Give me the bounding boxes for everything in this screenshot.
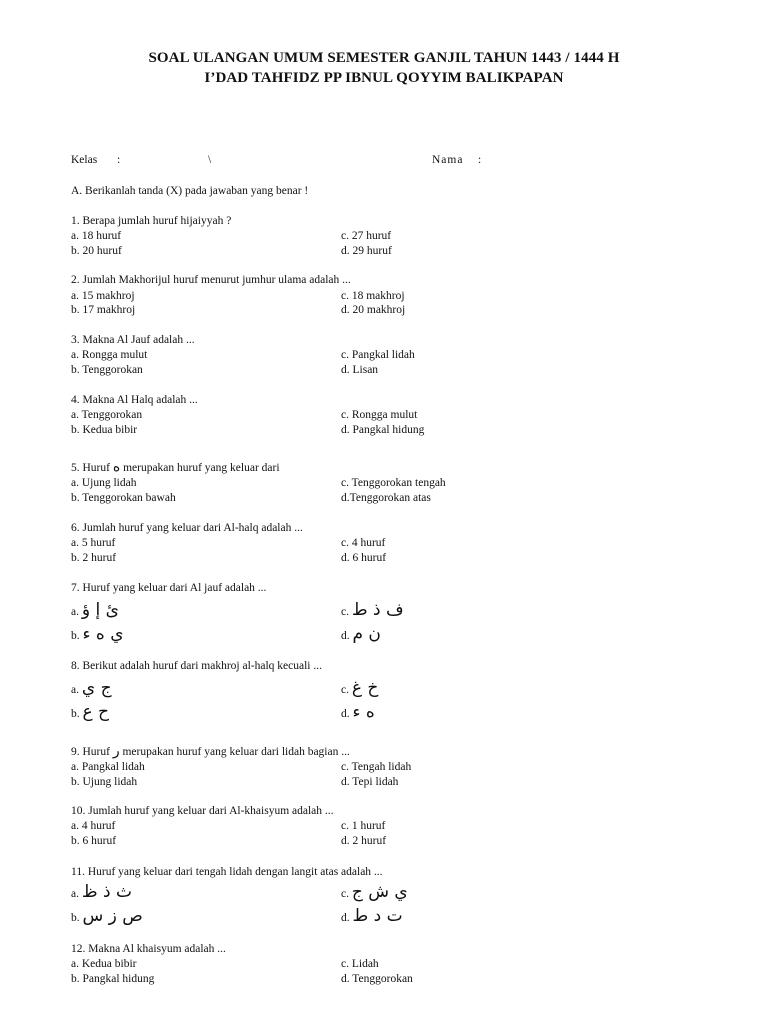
- q4-option-c: c. Rongga mulut: [341, 409, 418, 421]
- q2-option-d: d. 20 makhroj: [341, 304, 406, 316]
- q3-option-d: d. Lisan: [341, 364, 379, 376]
- q1-options-row1: [71, 228, 711, 244]
- q9-text-pre: 9. Huruf: [71, 746, 110, 758]
- q8-option-d: ه ء: [352, 702, 375, 722]
- q6-options-row2: [71, 550, 711, 566]
- q1-option-b: b. 20 huruf: [71, 245, 122, 257]
- question-7: 7. Huruf yang keluar dari Al jauf adalah ...: [71, 582, 267, 594]
- q8-option-b: ح ع: [82, 702, 110, 722]
- q12-options-row2: [71, 971, 711, 987]
- q6-options-row1: [71, 535, 711, 551]
- question-2: 2. Jumlah Makhorijul huruf menurut jumhur ulama adalah ...: [71, 274, 351, 286]
- q12-option-c: c. Lidah: [341, 958, 379, 970]
- q9-option-b: b. Ujung lidah: [71, 776, 138, 788]
- question-1: 1. Berapa jumlah huruf hijaiyyah ?: [71, 215, 232, 227]
- q8-option-c: خ غ: [351, 678, 379, 698]
- question-6: 6. Jumlah huruf yang keluar dari Al-halq adalah ...: [71, 522, 303, 534]
- q10-option-a: a. 4 huruf: [71, 820, 116, 832]
- q4-options-row2: [71, 422, 711, 438]
- exam-title: SOAL ULANGAN UMUM SEMESTER GANJIL TAHUN 1443 / 1444 H: [148, 50, 620, 66]
- q3-options-row2: [71, 362, 711, 378]
- q12-option-a: a. Kedua bibir: [71, 958, 137, 970]
- q9-option-c: c. Tengah lidah: [341, 761, 412, 773]
- q10-option-c: c. 1 huruf: [341, 820, 386, 832]
- q9-option-d: d. Tepi lidah: [341, 776, 399, 788]
- question-8: 8. Berikut adalah huruf dari makhroj al-halq kecuali ...: [71, 660, 322, 672]
- q2-option-a: a. 15 makhroj: [71, 290, 135, 302]
- question-9: [71, 743, 711, 759]
- q2-option-b: b. 17 makhroj: [71, 304, 136, 316]
- q9-arabic-letter: ر: [112, 743, 120, 759]
- q7-option-d: ن م: [352, 624, 381, 644]
- q11-option-b-label: b.: [71, 912, 80, 924]
- q11-option-d: ت د ط: [352, 906, 403, 926]
- q7-options-row1: [71, 599, 711, 621]
- question-11: 11. Huruf yang keluar dari tengah lidah dengan langit atas adalah ...: [71, 866, 383, 878]
- question-4: 4. Makna Al Halq adalah ...: [71, 394, 198, 406]
- q8-option-a-label: a.: [71, 684, 79, 696]
- q1-options-row2: [71, 243, 711, 259]
- q2-option-c: c. 18 makhroj: [341, 290, 405, 302]
- q12-options-row1: [71, 956, 711, 972]
- instruction: A. Berikanlah tanda (X) pada jawaban yang benar !: [71, 185, 309, 197]
- nama-label: Nama: [432, 154, 464, 166]
- q1-option-a: a. 18 huruf: [71, 230, 122, 242]
- q5-option-b: b. Tenggorokan bawah: [71, 492, 176, 504]
- q1-option-d: d. 29 huruf: [341, 245, 392, 257]
- q5-options-row1: [71, 475, 711, 491]
- q11-option-c: ي ش ج: [351, 882, 408, 902]
- q9-option-a: a. Pangkal lidah: [71, 761, 145, 773]
- q7-option-b: ي ه ء: [82, 624, 124, 644]
- q7-options-row2: [71, 623, 711, 645]
- q4-option-b: b. Kedua bibir: [71, 424, 138, 436]
- q3-option-b: b. Tenggorokan: [71, 364, 143, 376]
- q10-options-row1: [71, 818, 711, 834]
- kelas-label: Kelas: [71, 154, 98, 166]
- q5-option-a: a. Ujung lidah: [71, 477, 137, 489]
- q5-text-post: merupakan huruf yang keluar dari: [123, 462, 280, 474]
- q8-options-row2: [71, 701, 711, 723]
- q1-option-c: c. 27 huruf: [341, 230, 392, 242]
- q6-option-c: c. 4 huruf: [341, 537, 386, 549]
- q3-option-a: a. Rongga mulut: [71, 349, 148, 361]
- school-name: I’DAD TAHFIDZ PP IBNUL QOYYIM BALIKPAPAN: [204, 70, 564, 86]
- q2-options-row2: [71, 302, 711, 318]
- q11-option-a-label: a.: [71, 888, 79, 900]
- q11-options-row2: [71, 905, 711, 927]
- q10-option-b: b. 6 huruf: [71, 835, 117, 847]
- q7-option-b-label: b.: [71, 630, 80, 642]
- question-5: [71, 459, 711, 475]
- q3-options-row1: [71, 347, 711, 363]
- q5-arabic-letter: ه: [112, 459, 121, 475]
- q4-options-row1: [71, 407, 711, 423]
- question-12: 12. Makna Al khaisyum adalah ...: [71, 943, 226, 955]
- q3-option-c: c. Pangkal lidah: [341, 349, 415, 361]
- q11-option-c-label: c.: [341, 888, 349, 900]
- q12-option-b: b. Pangkal hidung: [71, 973, 155, 985]
- q7-option-a-label: a.: [71, 606, 79, 618]
- q9-options-row1: [71, 759, 711, 775]
- q11-option-b: ص ز س: [82, 906, 143, 926]
- q8-option-b-label: b.: [71, 708, 80, 720]
- kelas-colon: :: [117, 154, 121, 166]
- q6-option-d: d. 6 huruf: [341, 552, 387, 564]
- q5-options-row2: [71, 490, 711, 506]
- question-3: 3. Makna Al Jauf adalah ...: [71, 334, 195, 346]
- q7-option-c: ف ذ ط: [351, 600, 404, 620]
- q9-text-post: merupakan huruf yang keluar dari lidah bagian ...: [122, 746, 350, 758]
- q10-options-row2: [71, 833, 711, 849]
- q7-option-d-label: d.: [341, 630, 350, 642]
- q8-option-c-label: c.: [341, 684, 349, 696]
- nama-colon: :: [478, 154, 482, 166]
- q7-option-a: ئ إ ؤ: [81, 600, 119, 620]
- kelas-slash: \: [208, 154, 212, 166]
- q8-options-row1: [71, 677, 711, 699]
- q5-text-pre: 5. Huruf: [71, 462, 110, 474]
- q4-option-d: d. Pangkal hidung: [341, 424, 425, 436]
- q9-options-row2: [71, 774, 711, 790]
- question-10: 10. Jumlah huruf yang keluar dari Al-khaisyum adalah ...: [71, 805, 334, 817]
- q6-option-a: a. 5 huruf: [71, 537, 116, 549]
- q5-option-d: d.Tenggorokan atas: [341, 492, 431, 504]
- q6-option-b: b. 2 huruf: [71, 552, 117, 564]
- q11-options-row1: [71, 881, 711, 903]
- q4-option-a: a. Tenggorokan: [71, 409, 143, 421]
- q12-option-d: d. Tenggorokan: [341, 973, 413, 985]
- q8-option-d-label: d.: [341, 708, 350, 720]
- q8-option-a: ج ي: [81, 678, 112, 698]
- q11-option-d-label: d.: [341, 912, 350, 924]
- q5-option-c: c. Tenggorokan tengah: [341, 477, 446, 489]
- q7-option-c-label: c.: [341, 606, 349, 618]
- q10-option-d: d. 2 huruf: [341, 835, 387, 847]
- q11-option-a: ث ذ ظ: [81, 882, 132, 902]
